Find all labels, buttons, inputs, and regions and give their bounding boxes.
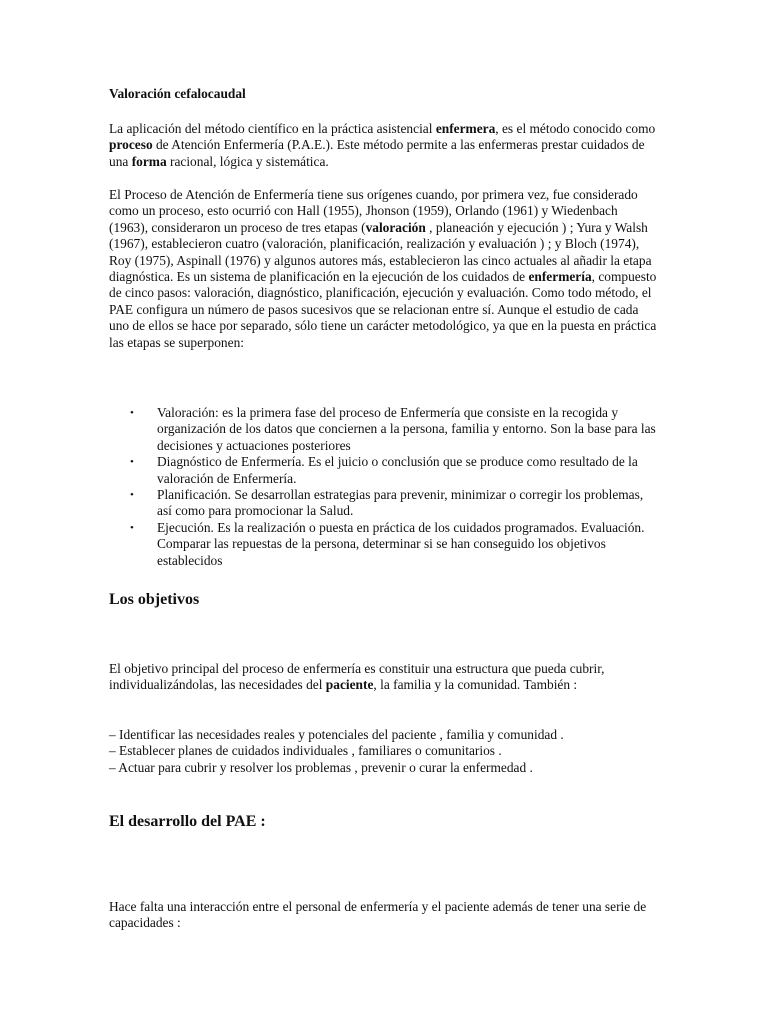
text-run: , compuesto de cinco pasos: valoración, diagnóstico, planificación, ejecución y evaluación. Como todo método, el PAE configura un número de pasos sucesivos que se relacionan entre sí. Aunque el estudio de cada uno de ellos se hace por separado, sólo tiene un carácter metodológico, ya que en la puesta en práctica las etapas se superponen: (109, 269, 657, 350)
list-item (109, 454, 657, 487)
list-item (109, 520, 657, 569)
paragraph-history (109, 187, 657, 351)
bold-term: enfermería (528, 269, 592, 285)
objective-line: – Identificar las necesidades reales y potenciales del paciente , familia y comunidad . (109, 727, 564, 742)
bullet-icon: • (130, 489, 134, 502)
bold-term: paciente (325, 677, 374, 693)
steps-list (109, 405, 657, 569)
list-item-text: Ejecución. Es la realización o puesta en práctica de los cuidados programados. Evaluación. Comparar las repuestas de la persona, determinar si se han conseguido los objetivos establecidos (157, 519, 645, 568)
section-title-valoracion: Valoración cefalocaudal (109, 86, 246, 101)
bullet-icon: • (130, 521, 134, 534)
text-run: , es el método conocido como (495, 121, 656, 136)
bold-term: enfermera (435, 121, 496, 136)
list-item-text: Planificación. Se desarrollan estrategias para prevenir, minimizar o corregir los problemas, así como para promocionar la Salud. (157, 487, 644, 519)
text-run: El objetivo principal del proceso de enfermería es constituir una estructura que pueda cubrir, individualizándolas, las necesidades del (109, 661, 605, 693)
text-run: de Atención Enfermería (P.A.E.). Este método permite a las enfermeras prestar cuidados de una (109, 137, 645, 169)
list-item-text: Valoración: es la primera fase del proceso de Enfermería que consiste en la recogida y organización de los datos que conciernen a la persona, familia y entorno. Son la base para las decisiones y actuaciones posteriores (157, 405, 656, 453)
bullet-icon: • (130, 456, 134, 469)
text-run: , planeación y ejecución ) ; Yura y Walsh (1967), establecieron cuatro (valoración, planificación, realización y evaluación ) ; y Bloch (1974), Roy (1975), Aspinall (1976) y algunos autores más, establecieron las cinco actuales al añadir la etapa diagnóstica. Es un sistema de planificación en la ejecución de los cuidados de (109, 219, 652, 285)
list-item (109, 405, 657, 454)
section-title-objetivos: Los objetivos (109, 591, 200, 608)
objective-line: – Establecer planes de cuidados individuales , familiares o comunitarios . (109, 743, 502, 759)
text-run: , la familia y la comunidad. También : (373, 677, 578, 693)
text-run: racional, lógica y sistemática. (166, 153, 329, 169)
list-item-text: Diagnóstico de Enfermería. Es el juicio o conclusión que se produce como resultado de la valoración de Enfermería. (157, 454, 638, 486)
objective-line: – Actuar para cubrir y resolver los problemas , prevenir o curar la enfermedad . (109, 759, 533, 775)
bullet-icon: • (130, 407, 134, 419)
bold-term: proceso (109, 137, 153, 153)
bold-term: forma (131, 153, 167, 169)
text-run: La aplicación del método científico en la práctica asistencial (109, 121, 436, 136)
paragraph-pae: Hace falta una interacción entre el personal de enfermería y el paciente además de tener una serie de capacidades : (109, 899, 647, 931)
section-title-pae: El desarrollo del PAE : (109, 813, 266, 830)
paragraph-objetivo (109, 661, 657, 694)
paragraph-intro (109, 121, 657, 170)
list-item (109, 487, 657, 520)
objectives-list (109, 727, 657, 776)
text-run: El Proceso de Atención de Enfermería tiene sus orígenes cuando, por primera vez, fue considerado como un proceso, esto ocurrió con Hall (1955), Jhonson (1959), Orlando (1961) y Wiedenbach (1963), consideraron un proceso de tres etapas ( (109, 187, 638, 235)
bold-term: valoración (365, 219, 426, 235)
